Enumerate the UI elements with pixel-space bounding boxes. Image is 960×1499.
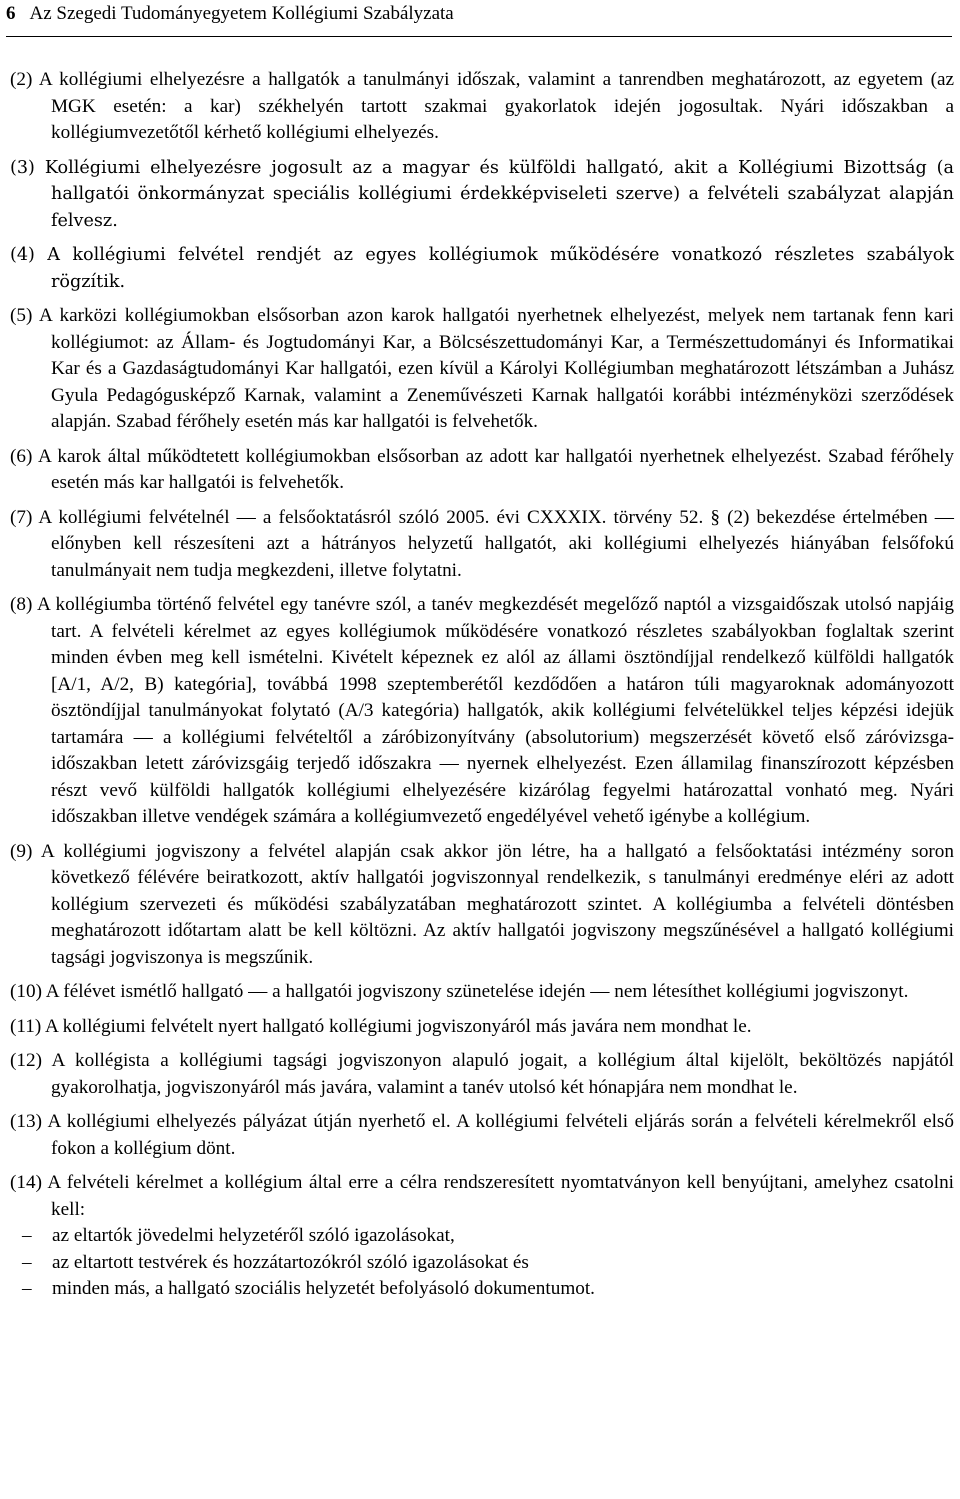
list-item — [22, 1223, 954, 1250]
page-header — [6, 2, 454, 26]
paragraph-5: (5) A karközi kollégiumokban elsősorban azon karok hallgatói nyerhetnek elhelyezést, melyek nem tartanak fenn kari kollégiumot: az Állam- és Jogtudományi Kar, a Bölcsészettudományi Kar, a Természettudományi és Informatikai Kar és a Gazdaságtudományi Kar hallgatói, ezen kívül a Károlyi Kollégiumban meghatározott létszámban a Juhász Gyula Pedagógusképző Karnak, valamint a Zeneművészeti Karnak hallgatói korábbi intézményközi szerződések alapján. Szabad férőhely esetén más kar hallgatói is felvehetők. — [10, 305, 954, 432]
paragraph-8: (8) A kollégiumba történő felvétel egy tanévre szól, a tanév megkezdését megelőző naptól a vizsgaidőszak utolsó napjáig tart. A felvételi kérelmet az egyes kollégiumok működésére vonatkozó részletes szabályokban foglaltak szerint minden évben meg kell ismételni. Kivételt képeznek ez alól az állami ösztöndíjjal rendelkező külföldi hallgatók [A/1, A/2, B) kategória], továbbá 1998 szeptemberétől kezdődően a határon túli magyaroknak adományozott ösztöndíjjal tanulmányokat folytató (A/3 kategória) hallgatók, akik kollégiumi felvételükkel teljes képzési idejük tartamára — a kollégiumi felvételtől a záróbizonyítvány (absolutorium) megszerzését követő első záróvizsga-időszakban letett záróvizsgáig terjedő időszakra — nyernek elhelyezést. Ezen államilag finanszírozott képzésben részt vevő külföldi hallgatók kollégiumi elhelyezésére kizárólag fegyelmi határozattal vonható meg. Nyári időszakban illetve vendégek számára a kollégiumvezető engedélyével vehető igénybe a kollégium. — [10, 594, 954, 827]
document-title: Az Szegedi Tudományegyetem Kollégiumi Szabályzata — [29, 3, 454, 24]
list-item-text: az eltartott testvérek és hozzátartozókról szóló igazolásokat és — [52, 1251, 529, 1273]
dash-bullet: – — [22, 1225, 32, 1246]
paragraph-12: (12) A kollégista a kollégiumi tagsági jogviszonyon alapuló jogait, a kollégium által kijelölt, beköltözés napjától gyakorolhatja, jogviszonyáról más javára, valamint a tanév utolsó két hónapjára nem mondhat le. — [10, 1050, 954, 1098]
paragraph-14: (14) A felvételi kérelmet a kollégium által erre a célra rendszeresített nyomtatványon kell benyújtani, amelyhez csatolni kell: — [10, 1172, 954, 1220]
paragraph-11: (11) A kollégiumi felvételt nyert hallgató kollégiumi jogviszonyáról más javára nem mondhat le. — [10, 1015, 752, 1037]
document-body — [10, 67, 954, 1303]
dash-bullet: – — [22, 1251, 32, 1273]
list-item-text: minden más, a hallgató szociális helyzetét befolyásoló dokumentumot. — [52, 1278, 595, 1299]
dash-bullet: – — [22, 1278, 32, 1299]
attachment-list — [10, 1223, 954, 1303]
list-item-text: az eltartók jövedelmi helyzetéről szóló igazolásokat, — [52, 1225, 455, 1246]
list-item — [22, 1250, 954, 1277]
paragraph-2: (2) A kollégiumi elhelyezésre a hallgatók a tanulmányi időszak, valamint a tanrendben meghatározott, az egyetem (az MGK esetén: a kar) székhelyén tartott szakmai gyakorlatok idején jogosultak. Nyári időszakban a kollégiumvezetőtől kérhető kollégiumi elhelyezés. — [10, 69, 954, 143]
paragraph-13: (13) A kollégiumi elhelyezés pályázat útján nyerhető el. A kollégiumi felvételi eljárás során a felvételi kérelmekről első fokon a kollégium dönt. — [10, 1111, 954, 1159]
paragraph-4: (4) A kollégiumi felvétel rendjét az egyes kollégiumok működésére vonatkozó részletes szabályok rögzítik. — [10, 245, 954, 292]
paragraph-3: (3) Kollégiumi elhelyezésre jogosult az a magyar és külföldi hallgató, akit a Kollégiumi Bizottság (a hallgatói önkormányzat speciális kollégiumi érdekképviseleti szerve) a felvételi szabályzat alapján felvesz. — [10, 157, 954, 231]
paragraph-6: (6) A karok által működtetett kollégiumokban elsősorban az adott kar hallgatói nyerhetnek elhelyezést. Szabad férőhely esetén más kar hallgatói is felvehetők. — [10, 445, 954, 493]
list-item — [22, 1276, 954, 1303]
page-number: 6 — [6, 3, 16, 24]
paragraph-10: (10) A félévet ismétlő hallgató — a hallgatói jogviszony szünetelése idején — nem létesíthet kollégiumi jogviszonyt. — [10, 981, 909, 1002]
paragraph-9: (9) A kollégiumi jogviszony a felvétel alapján csak akkor jön létre, ha a hallgató a felsőoktatási intézmény soron következő félévére beiratkozott, aktív hallgatói jogviszonnyal rendelkezik, s tanulmányi eredménye eléri az adott kollégium szervezeti és működési szabályzatában meghatározott szintet. A kollégiumba a felvételi döntésben meghatározott időtartam alatt be kell költözni. Az aktív hallgatói jogviszony megszűnésével a hallgató kollégiumi tagsági jogviszonya is megszűnik. — [10, 840, 954, 968]
header-divider — [6, 36, 952, 37]
paragraph-7: (7) A kollégiumi felvételnél — a felsőoktatásról szóló 2005. évi CXXXIX. törvény 52. § (2) bekezdése értelmében — előnyben kell részesíteni azt a hátrányos helyzetű hallgatót, aki kollégiumi elhelyezés hiányában felsőfokú tanulmányait nem tudja megkezdeni, illetve folytatni. — [10, 506, 954, 581]
